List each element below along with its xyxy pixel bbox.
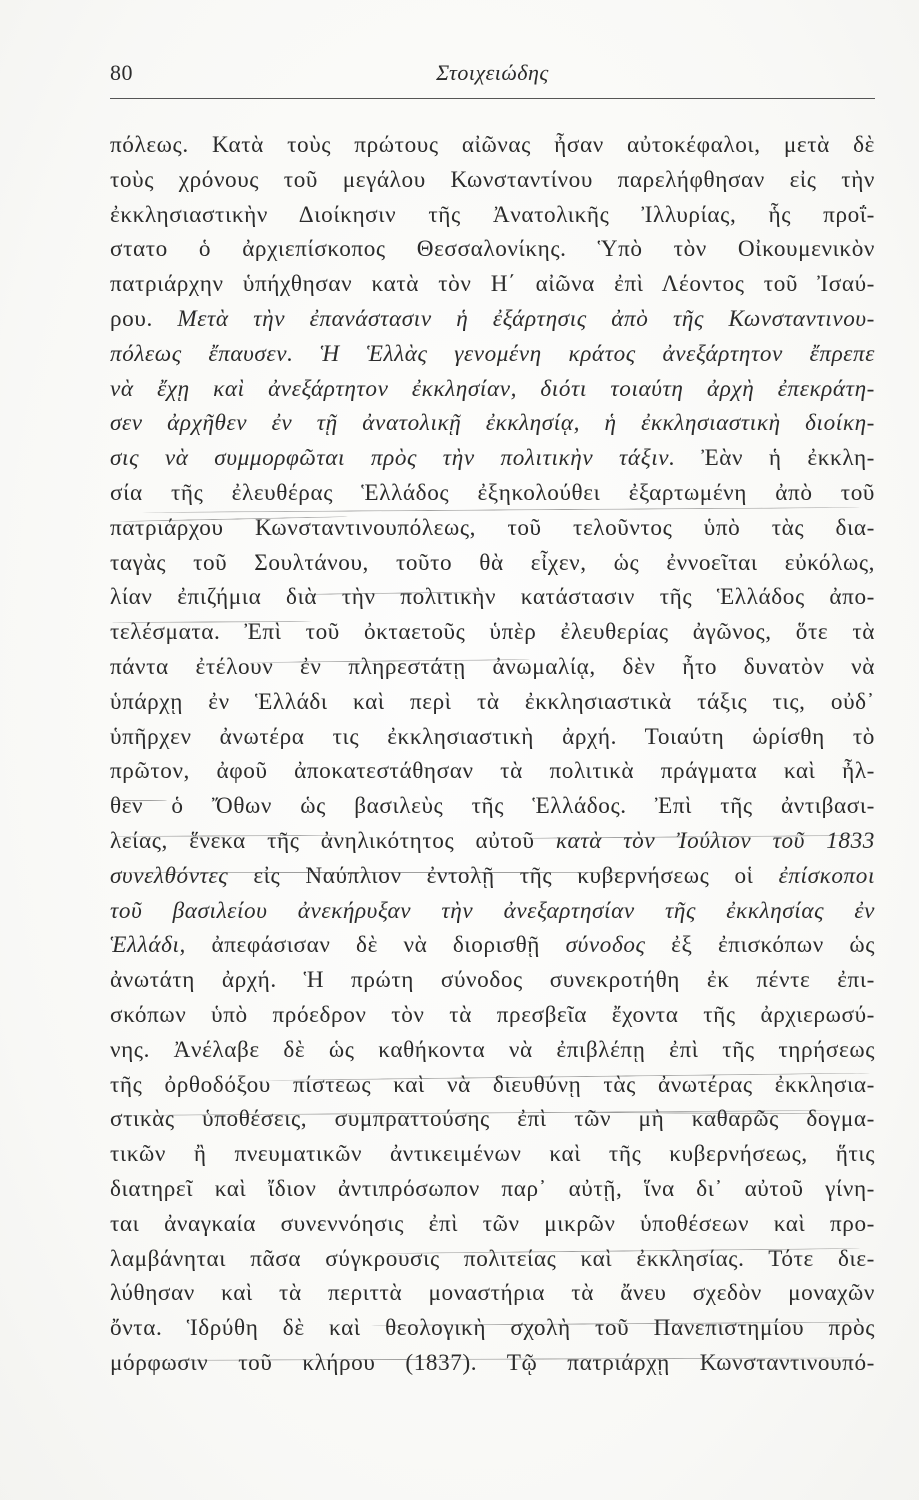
- italic-text: Μετὰ τὴν ἐπανάστασιν ἡ ἐξάρτησις ἀπὸ τῆς Κωνσταντινου-: [177, 305, 875, 332]
- text-line: [110, 267, 875, 302]
- text-line: [110, 685, 875, 720]
- italic-text: νὰ ἔχῃ καὶ ἀνεξάρτητον ἐκκλησίαν, διότι τοιαύτη ἀρχὴ ἐπεκράτη-: [110, 375, 875, 402]
- text-line: [110, 441, 875, 476]
- text-segment: ὄντα. Ἱδρύθη δὲ καὶ θεολογικὴ σχολὴ τοῦ Πανεπιστημίου πρὸς: [110, 1315, 875, 1342]
- italic-text: ἐπίσκοποι: [778, 862, 876, 889]
- italic-text: πόλεως ἔπαυσεν. Ἡ Ἑλλὰς γενομένη κράτος ἀνεξάρτητον ἔπρεπε: [110, 340, 875, 367]
- text-segment: ἀπεφάσισαν δὲ νὰ διορισθῇ: [211, 932, 566, 959]
- text-line: [110, 928, 875, 963]
- text-segment: πατριάρχου Κωνσταντινουπόλεως, τοῦ τελοῦντος ὑπὸ τὰς δια-: [110, 514, 875, 541]
- text-line: [110, 1033, 875, 1068]
- italic-text: σις νὰ συμμορφῶται πρὸς τὴν πολιτικὴν τάξιν.: [110, 445, 702, 472]
- text-line: [110, 406, 875, 441]
- text-line: [110, 998, 875, 1033]
- text-segment: ὑπάρχῃ ἐν Ἑλλάδι καὶ περὶ τὰ ἐκκλησιαστικὰ τάξις τις, οὐδ᾽: [110, 688, 875, 715]
- text-segment: σία τῆς ἐλευθέρας Ἑλλάδος ἐξηκολούθει ἐξαρτωμένη ἀπὸ τοῦ: [110, 479, 875, 506]
- text-line: [110, 1242, 875, 1277]
- italic-text: συνελθόντες: [110, 862, 254, 889]
- text-segment: πόλεως. Κατὰ τοὺς πρώτους αἰῶνας ἦσαν αὐτοκέφαλοι, μετὰ δὲ: [110, 132, 875, 158]
- text-segment: μόρφωσιν τοῦ κλήρου (1837). Τῷ πατριάρχῃ Κωνσταντινουπό-: [110, 1349, 875, 1376]
- text-segment: ται ἀναγκαία συνεννόησις ἐπὶ τῶν μικρῶν ὑποθέσεων καὶ προ-: [110, 1210, 875, 1237]
- text-line: [110, 232, 875, 267]
- page-number: 80: [110, 60, 133, 85]
- text-line: [110, 789, 875, 824]
- text-segment: ἐκκλησιαστικὴν Διοίκησιν τῆς Ἀνατολικῆς Ἰλλυρίας, ἧς προΐ-: [110, 201, 875, 228]
- text-line: [110, 1102, 875, 1137]
- text-line: [110, 859, 875, 894]
- text-line: [110, 1137, 875, 1172]
- running-head: Στοιχειώδης: [436, 60, 549, 85]
- text-segment: θεν ὁ Ὄθων ὡς βασιλεὺς τῆς Ἑλλάδος. Ἐπὶ τῆς ἀντιβασι-: [110, 793, 875, 820]
- pencil-mark: [112, 872, 672, 873]
- text-segment: λαμβάνηται πᾶσα σύγκρουσις πολιτείας καὶ ἐκκλησίας. Τότε διε-: [110, 1245, 875, 1272]
- body-text: [110, 128, 875, 1381]
- text-segment: πάντα ἐτέλουν ἐν πληρεστάτῃ ἀνωμαλίᾳ, δὲν ἦτο δυνατὸν νὰ: [110, 653, 875, 680]
- text-segment: τῆς ὀρθοδόξου πίστεως καὶ νὰ διευθύνῃ τὰς ἀνωτέρας ἐκκλησια-: [110, 1071, 875, 1098]
- text-line: [110, 1068, 875, 1103]
- text-line: [110, 198, 875, 233]
- text-line: [110, 128, 875, 163]
- italic-text: Ἑλλάδι,: [110, 932, 212, 959]
- text-line: [110, 650, 875, 685]
- text-line: [110, 824, 875, 859]
- header-rule: [110, 98, 875, 99]
- text-line: [110, 1207, 875, 1242]
- text-segment: διατηρεῖ καὶ ἴδιον ἀντιπρόσωπον παρ᾽ αὐτῇ, ἵνα δι᾽ αὐτοῦ γίνη-: [110, 1175, 875, 1202]
- text-segment: στικὰς ὑποθέσεις, συμπραττούσης ἐπὶ τῶν μὴ καθαρῶς δογμα-: [110, 1106, 875, 1133]
- text-segment: ρου.: [110, 305, 178, 332]
- text-line: [110, 754, 875, 789]
- text-line: [110, 476, 875, 511]
- text-line: [110, 372, 875, 407]
- page-header: [110, 56, 875, 96]
- text-segment: λύθησαν καὶ τὰ περιττὰ μοναστήρια τὰ ἄνευ σχεδὸν μοναχῶν: [110, 1280, 875, 1307]
- italic-text: σεν ἀρχῆθεν ἐν τῇ ἀνατολικῇ ἐκκλησίᾳ, ἡ ἐκκλησιαστικὴ διοίκη-: [110, 410, 875, 437]
- text-line: [110, 163, 875, 198]
- text-segment: ὑπῆρχεν ἀνωτέρα τις ἐκκλησιαστικὴ ἀρχή. Τοιαύτη ὡρίσθη τὸ: [110, 723, 875, 750]
- text-line: [110, 580, 875, 615]
- italic-text: σύνοδος: [565, 932, 672, 959]
- italic-text: κατὰ τὸν Ἰούλιον τοῦ 1833: [555, 827, 875, 854]
- text-line: [110, 1311, 875, 1346]
- text-segment: στατο ὁ ἀρχιεπίσκοπος Θεσσαλονίκης. Ὑπὸ τὸν Οἰκουμενικὸν: [110, 236, 875, 263]
- text-segment: πατριάρχην ὑπήχθησαν κατὰ τὸν Η΄ αἰῶνα ἐπὶ Λέοντος τοῦ Ἰσαύ-: [110, 271, 875, 298]
- text-line: [110, 1346, 875, 1381]
- text-segment: τελέσματα. Ἐπὶ τοῦ ὀκταετοῦς ὑπὲρ ἐλευθερίας ἀγῶνος, ὅτε τὰ: [110, 619, 875, 646]
- text-segment: ἐξ ἐπισκόπων ὡς: [671, 932, 875, 959]
- text-segment: λίαν ἐπιζήμια διὰ τὴν πολιτικὴν κατάστασιν τῆς Ἑλλάδος ἀπο-: [110, 584, 875, 611]
- text-line: [110, 720, 875, 755]
- text-line: [110, 894, 875, 929]
- text-line: [110, 1276, 875, 1311]
- text-segment: λείας, ἕνεκα τῆς ἀνηλικότητος αὐτοῦ: [110, 827, 556, 854]
- text-line: [110, 511, 875, 546]
- text-line: [110, 1172, 875, 1207]
- text-segment: ἀνωτάτη ἀρχή. Ἡ πρώτη σύνοδος συνεκροτήθη ἐκ πέντε ἐπι-: [110, 967, 875, 994]
- text-line: [110, 963, 875, 998]
- pencil-mark: [112, 800, 167, 801]
- text-line: [110, 302, 875, 337]
- text-segment: ταγὰς τοῦ Σουλτάνου, τοῦτο θὰ εἶχεν, ὡς ἐννοεῖται εὐκόλως,: [110, 549, 875, 576]
- italic-text: τοῦ βασιλείου ἀνεκήρυξαν τὴν ἀνεξαρτησίαν τῆς ἐκκλησίας ἐν: [110, 897, 875, 924]
- text-segment: εἰς Ναύπλιον ἐντολῇ τῆς κυβερνήσεως οἱ: [253, 862, 779, 889]
- text-segment: σκόπων ὑπὸ πρόεδρον τὸν τὰ πρεσβεῖα ἔχοντα τῆς ἀρχιερωσύ-: [110, 1001, 875, 1028]
- text-segment: νης. Ἀνέλαβε δὲ ὡς καθήκοντα νὰ ἐπιβλέπῃ ἐπὶ τῆς τηρήσεως: [110, 1036, 875, 1063]
- text-line: [110, 546, 875, 581]
- text-segment: τικῶν ἢ πνευματικῶν ἀντικειμένων καὶ τῆς κυβερνήσεως, ἥτις: [110, 1141, 875, 1168]
- text-segment: πρῶτον, ἀφοῦ ἀποκατεστάθησαν τὰ πολιτικὰ πράγματα καὶ ἦλ-: [110, 758, 875, 785]
- text-line: [110, 337, 875, 372]
- text-line: [110, 615, 875, 650]
- text-segment: Ἐὰν ἡ ἐκκλη-: [701, 445, 876, 472]
- text-segment: τοὺς χρόνους τοῦ μεγάλου Κωνσταντίνου παρελήφθησαν εἰς τὴν: [110, 166, 875, 193]
